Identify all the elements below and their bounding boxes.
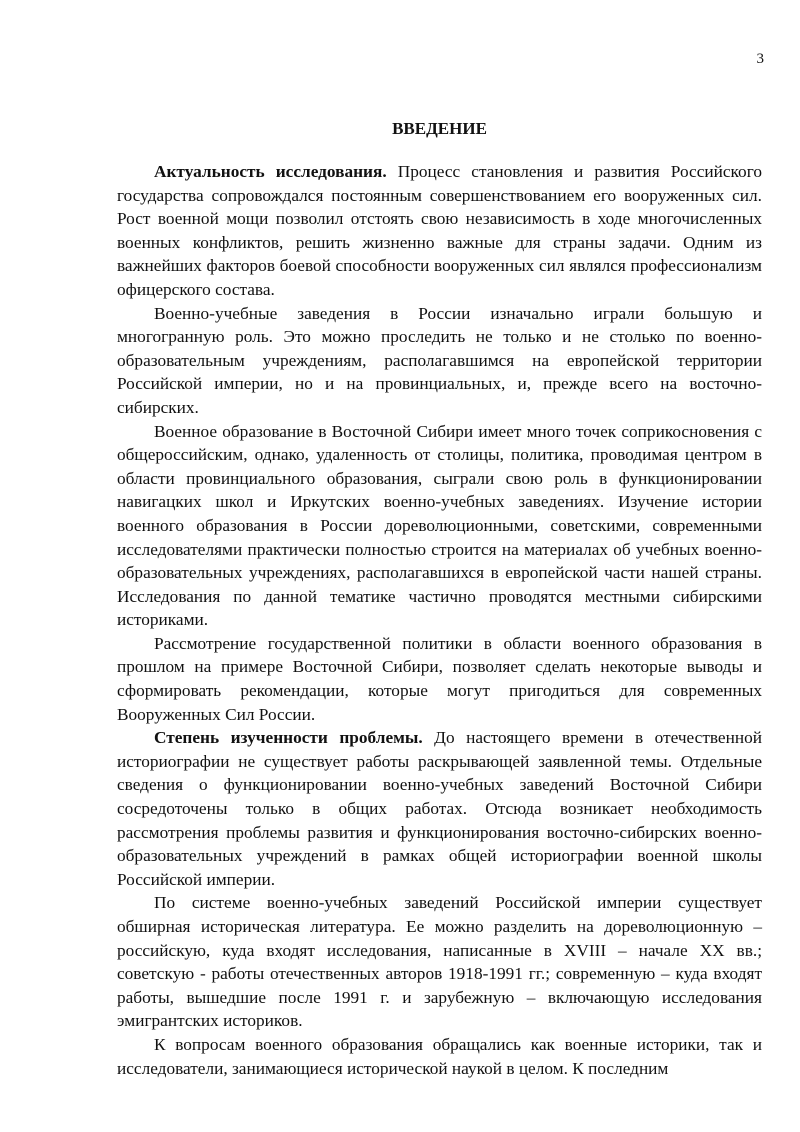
paragraph-text: Процесс становления и развития Российского государства сопровождался постоянным совершенствованием его вооруженных сил. Рост военной мощи позволил отстоять свою независимость в ходе многочисленных военных конфликтов, решить жизненно важные для страны задачи. Одним из важнейших факторов боевой способности вооруженных сил являлся профессионализм офицерского состава. [117, 162, 762, 299]
paragraph-text: Рассмотрение государственной политики в области военного образования в прошлом на примере Восточной Сибири, позволяет сделать некоторые выводы и сформировать рекомендации, которые могут пригодиться для современных Вооруженных Сил России. [117, 633, 762, 724]
paragraph [117, 1033, 762, 1080]
paragraph-text: К вопросам военного образования обращались как военные историки, так и исследователи, занимающиеся исторической наукой в целом. К последним [117, 1034, 762, 1078]
section-title: ВВЕДЕНИЕ [392, 119, 487, 138]
paragraph-text: Военно-учебные заведения в России изначально играли большую и многогранную роль. Это можно проследить не только и не столько по военно-образовательным учреждениям, располагавшимся на европейской территории Российской империи, но и на провинциальных, и, прежде всего на восточно-сибирских. [117, 303, 762, 417]
paragraph-lead: Актуальность исследования. [154, 162, 387, 181]
paragraph [117, 160, 762, 302]
paragraph [117, 420, 762, 632]
paragraph-lead: Степень изученности проблемы. [154, 728, 423, 748]
paragraph-text: Военное образование в Восточной Сибири имеет много точек соприкосновения с общероссийским, однако, удаленность от столицы, политика, проводимая центром в области провинциального образования, сыграли свою роль в функционировании навигацких школ и Иркутских военно-учебных заведениях. Изучение истории военного образования в России дореволюционными, советскими, современными исследователями практически полностью строится на материалах об учебных военно-образовательных учреждениях, располагавшихся в европейской части нашей страны. Исследования по данной тематике частично проводятся местными сибирскими историками. [117, 421, 762, 630]
paragraph [117, 302, 762, 420]
paragraph [117, 726, 762, 891]
page-number: 3 [756, 51, 764, 67]
paragraph [117, 891, 762, 1033]
paragraph-text: До настоящего времени в отечественной историографии не существует работы раскрывающей заявленной темы. Отдельные сведения о функционировании военно-учебных заведений Восточной Сибири сосредоточены только в общих работах. Отсюда возникает необходимость рассмотрения проблемы развития и функционирования восточно-сибирских военно-образовательных учреждений в рамках общей историографии военной школы Российской империи. [117, 728, 762, 889]
paragraph [117, 632, 762, 726]
paragraph-text: По системе военно-учебных заведений Российской империи существует обширная историческая литература. Ее можно разделить на дореволюционную – российскую, куда входят исследования, написанные в XVIII – начале XX вв.; советскую - работы отечественных авторов 1918-1991 гг.; современную – куда входят работы, вышедшие после 1991 г. и зарубежную – включающую исследования эмигрантских историков. [117, 893, 762, 1031]
body-text [117, 160, 762, 1080]
